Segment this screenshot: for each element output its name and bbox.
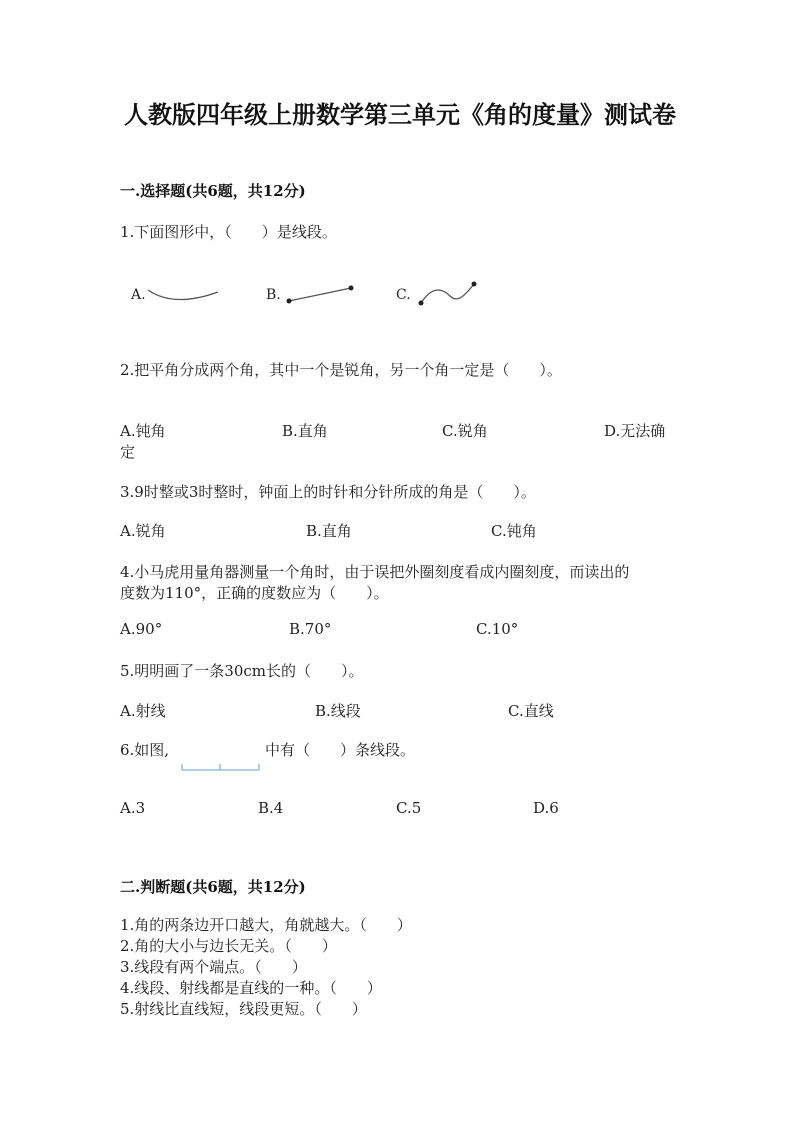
q4-option-c: C.10° (476, 620, 519, 638)
q2-option-d-wrap: 定 (120, 443, 136, 461)
section-judgment-heading: 二.判断题(共6题，共12分) (120, 878, 306, 896)
q1-option-a-label: A. (131, 287, 146, 303)
judgment-item-1: 1.角的两条边开口越大，角就越大。（ ） (120, 916, 412, 934)
question-4-line-1: 4.小马虎用量角器测量一个角时，由于误把外圈刻度看成内圈刻度，而读出的 (120, 563, 630, 581)
q1-option-c-label: C. (396, 287, 411, 303)
line-segments-figure (180, 760, 262, 774)
judgment-item-4: 4.线段、射线都是直线的一种。（ ） (120, 979, 382, 997)
wavy-line-figure-c (416, 280, 481, 308)
q3-option-a: A.锐角 (120, 522, 166, 540)
q4-option-a: A.90° (120, 620, 163, 638)
q5-option-b: B.线段 (315, 702, 361, 720)
question-6-start: 6.如图, (120, 741, 170, 759)
q2-option-b: B.直角 (282, 422, 328, 440)
q5-option-a: A.射线 (120, 702, 166, 720)
q2-option-c: C.锐角 (442, 422, 488, 440)
question-2: 2.把平角分成两个角，其中一个是锐角，另一个角一定是（ ）。 (120, 361, 562, 379)
q6-option-c: C.5 (396, 799, 422, 817)
question-4-line-2: 度数为110°，正确的度数应为（ ）。 (120, 584, 389, 602)
q6-option-b: B.4 (258, 799, 284, 817)
question-3: 3.9时整或3时整时，钟面上的时针和分针所成的角是（ ）。 (120, 483, 536, 501)
line-segment-figure-b (285, 284, 357, 306)
q3-option-b: B.直角 (306, 522, 352, 540)
q4-option-b: B.70° (289, 620, 332, 638)
page-title: 人教版四年级上册数学第三单元《角的度量》测试卷 (124, 100, 676, 129)
section-choice-heading: 一.选择题(共6题，共12分) (120, 182, 306, 200)
question-6-end: 中有（ ）条线段。 (265, 741, 416, 759)
judgment-item-2: 2.角的大小与边长无关。（ ） (120, 937, 337, 955)
question-1: 1.下面图形中，（ ）是线段。 (120, 223, 337, 241)
q3-option-c: C.钝角 (491, 522, 537, 540)
q1-option-b-label: B. (266, 287, 281, 303)
q2-option-d: D.无法确 (604, 422, 666, 440)
q6-option-d: D.6 (533, 799, 559, 817)
q2-option-a: A.钝角 (120, 422, 166, 440)
judgment-item-3: 3.线段有两个端点。（ ） (120, 958, 307, 976)
q5-option-c: C.直线 (508, 702, 554, 720)
question-5: 5.明明画了一条30cm长的（ ）。 (120, 662, 364, 680)
q6-option-a: A.3 (120, 799, 146, 817)
curve-figure-a (146, 286, 221, 306)
judgment-item-5: 5.射线比直线短，线段更短。（ ） (120, 1000, 367, 1018)
